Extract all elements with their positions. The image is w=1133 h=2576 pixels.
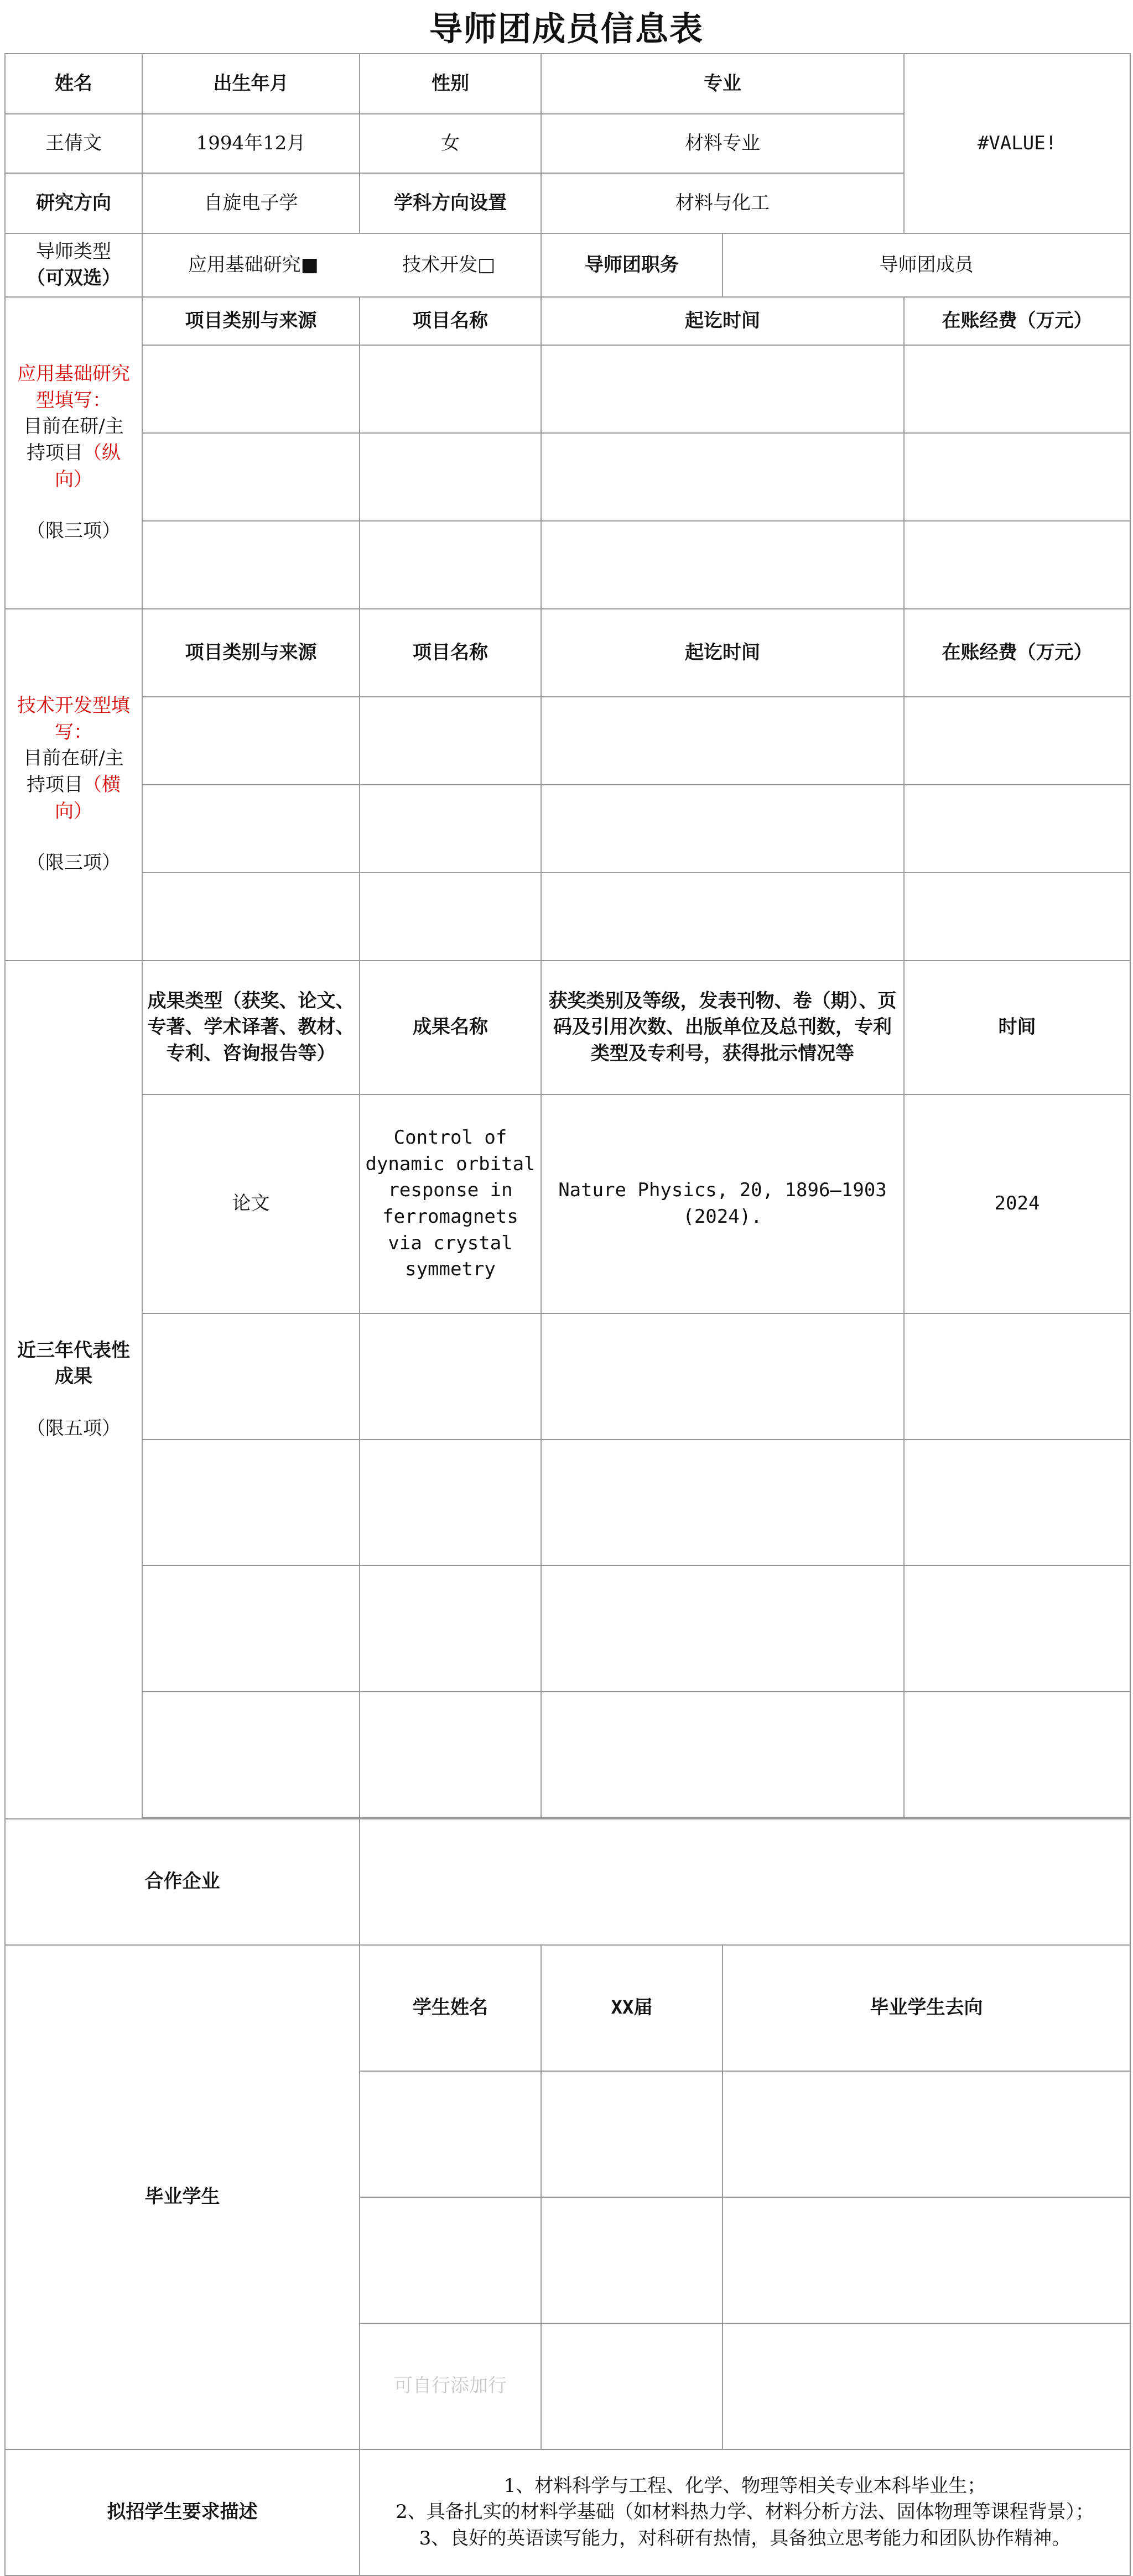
tech-cell[interactable] [541,697,904,785]
tech-label-line5: 向） [55,800,92,822]
achievement-cell[interactable] [142,1566,360,1692]
tech-cell[interactable] [541,785,904,873]
mentor-type-label-line2: （可双选） [27,267,121,289]
achievements-section-label [5,961,142,1819]
graduates-header-destination: 毕业学生去向 [723,1945,1130,2071]
graduate-cell[interactable] [723,2071,1130,2197]
tech-label-line4 [9,772,138,799]
graduates-header-class: XX届 [541,1945,723,2071]
requirements-text [360,2449,1130,2575]
tech-label-limit: （限三项） [27,852,121,874]
applied-section-label [5,297,142,609]
type-applied-checkbox[interactable]: 应用基础研究■ [188,253,319,276]
applied-label-line1: 应用基础研究 [17,363,130,385]
applied-row [5,433,1130,521]
achievement-cell[interactable] [142,1313,360,1440]
tech-label-line4-text: 持项目 [27,774,83,796]
achievement-name: Control of dynamic orbital response in ferromagnets via crystal symmetry [360,1094,541,1313]
achievement-cell[interactable] [360,1692,541,1818]
applied-cell[interactable] [142,433,360,521]
major-label: 专业 [541,54,904,114]
enterprise-value[interactable] [360,1819,1130,1945]
achievement-cell[interactable] [541,1692,904,1818]
tech-label-line3: 目前在研/主 [23,747,124,770]
tech-cell[interactable] [142,697,360,785]
name-value: 王倩文 [5,114,142,173]
graduate-cell[interactable] [360,2071,541,2197]
graduate-cell[interactable] [723,2323,1130,2449]
achievement-cell[interactable] [541,1566,904,1692]
photo-cell: #VALUE! [904,54,1130,233]
tech-row [5,697,1130,785]
tech-section-label [5,609,142,961]
applied-label-line3: 目前在研/主 [23,415,124,438]
applied-header-source: 项目类别与来源 [142,297,360,345]
achievement-cell[interactable] [360,1313,541,1440]
graduate-cell[interactable] [723,2197,1130,2323]
research-label: 研究方向 [5,173,142,233]
tech-cell[interactable] [142,873,360,961]
discipline-label: 学科方向设置 [360,173,541,233]
applied-cell[interactable] [904,521,1130,609]
birth-label: 出生年月 [142,54,360,114]
graduate-cell[interactable] [360,2197,541,2323]
achievement-row [5,1094,1130,1313]
achievement-detail: Nature Physics, 20, 1896–1903 (2024). [541,1094,904,1313]
graduates-header-name: 学生姓名 [360,1945,541,2071]
mentor-type-options [142,233,541,297]
graduate-cell[interactable] [541,2197,723,2323]
tech-cell[interactable] [142,785,360,873]
applied-cell[interactable] [541,345,904,433]
achievement-cell[interactable] [541,1313,904,1440]
major-value: 材料专业 [541,114,904,173]
achievements-label-line1: 近三年代表性 [17,1339,130,1362]
achievement-cell[interactable] [904,1440,1130,1566]
name-label: 姓名 [5,54,142,114]
enterprise-label: 合作企业 [5,1819,360,1945]
applied-header-funds: 在账经费（万元） [904,297,1130,345]
tech-row [5,873,1130,961]
tech-cell[interactable] [904,785,1130,873]
role-value: 导师团成员 [723,233,1130,297]
achievement-cell[interactable] [904,1692,1130,1818]
achievement-cell[interactable] [360,1566,541,1692]
applied-label-limit: （限三项） [27,520,121,543]
requirements-label: 拟招学生要求描述 [5,2449,360,2575]
achievement-type: 论文 [142,1094,360,1313]
graduate-cell[interactable] [541,2071,723,2197]
tech-row [5,785,1130,873]
achievement-header-time: 时间 [904,961,1130,1094]
achievement-cell[interactable] [541,1440,904,1566]
achievement-cell[interactable] [142,1692,360,1818]
tech-header-name: 项目名称 [360,609,541,697]
type-tech-checkbox[interactable]: 技术开发□ [402,253,496,276]
achievement-row [5,1566,1130,1692]
tech-label-line4-red: （横 [83,774,121,796]
tech-cell[interactable] [904,873,1130,961]
birth-value: 1994年12月 [142,114,360,173]
applied-header-period: 起讫时间 [541,297,904,345]
applied-label-line4-red: （纵 [83,442,121,464]
applied-cell[interactable] [360,345,541,433]
requirement-item: 3、良好的英语读写能力，对科研有热情，具备独立思考能力和团队协作精神。 [419,2527,1071,2549]
tech-header-source: 项目类别与来源 [142,609,360,697]
role-label: 导师团职务 [541,233,723,297]
mentor-type-label [5,233,142,297]
applied-cell[interactable] [541,521,904,609]
achievement-cell[interactable] [904,1566,1130,1692]
applied-label-line5: 向） [55,468,92,491]
achievement-time: 2024 [904,1094,1130,1313]
tech-label-line2: 写： [55,721,92,743]
achievement-header-name: 成果名称 [360,961,541,1094]
requirement-item: 1、材料科学与工程、化学、物理等相关专业本科毕业生； [503,2474,986,2497]
achievements-label-limit: （限五项） [27,1417,121,1440]
achievement-row [5,1440,1130,1566]
gender-value: 女 [360,114,541,173]
mentor-type-label-line1: 导师类型 [36,240,111,263]
achievement-row [5,1692,1130,1818]
applied-label-line4-text: 持项目 [27,442,83,464]
achievement-cell[interactable] [904,1313,1130,1440]
applied-cell[interactable] [142,521,360,609]
requirement-item: 2、具备扎实的材料学基础（如材料热力学、材料分析方法、固体物理等课程背景）； [396,2501,1094,2523]
tech-header-period: 起讫时间 [541,609,904,697]
applied-cell[interactable] [360,521,541,609]
graduates-label: 毕业学生 [5,1945,360,2449]
applied-cell[interactable] [904,345,1130,433]
applied-label-line4 [9,440,138,467]
tech-cell[interactable] [904,697,1130,785]
discipline-value: 材料与化工 [541,173,904,233]
tech-cell[interactable] [360,697,541,785]
add-row-hint: 可自行添加行 [360,2323,541,2449]
tech-cell[interactable] [360,873,541,961]
applied-cell[interactable] [142,345,360,433]
applied-cell[interactable] [904,433,1130,521]
achievement-header-detail: 获奖类别及等级，发表刊物、卷（期）、页码及引用次数、出版单位及总刊数，专利类型及专利号，获得批示情况等 [541,961,904,1094]
tech-cell[interactable] [541,873,904,961]
research-value: 自旋电子学 [142,173,360,233]
applied-row [5,345,1130,433]
applied-cell[interactable] [541,433,904,521]
applied-header-name: 项目名称 [360,297,541,345]
achievement-cell[interactable] [142,1440,360,1566]
achievements-label-line2: 成果 [55,1365,92,1388]
applied-cell[interactable] [360,433,541,521]
achievement-header-type: 成果类型（获奖、论文、专著、学术译著、教材、专利、咨询报告等） [142,961,360,1094]
applied-row [5,521,1130,609]
applied-label-line2: 型填写： [36,389,111,411]
info-table [4,53,1131,2576]
tech-cell[interactable] [360,785,541,873]
tech-header-funds: 在账经费（万元） [904,609,1130,697]
tech-label-line1: 技术开发型填 [17,695,130,717]
achievement-cell[interactable] [360,1440,541,1566]
graduate-cell[interactable] [541,2323,723,2449]
page-title: 导师团成员信息表 [429,10,704,49]
gender-label: 性别 [360,54,541,114]
achievement-row [5,1313,1130,1440]
